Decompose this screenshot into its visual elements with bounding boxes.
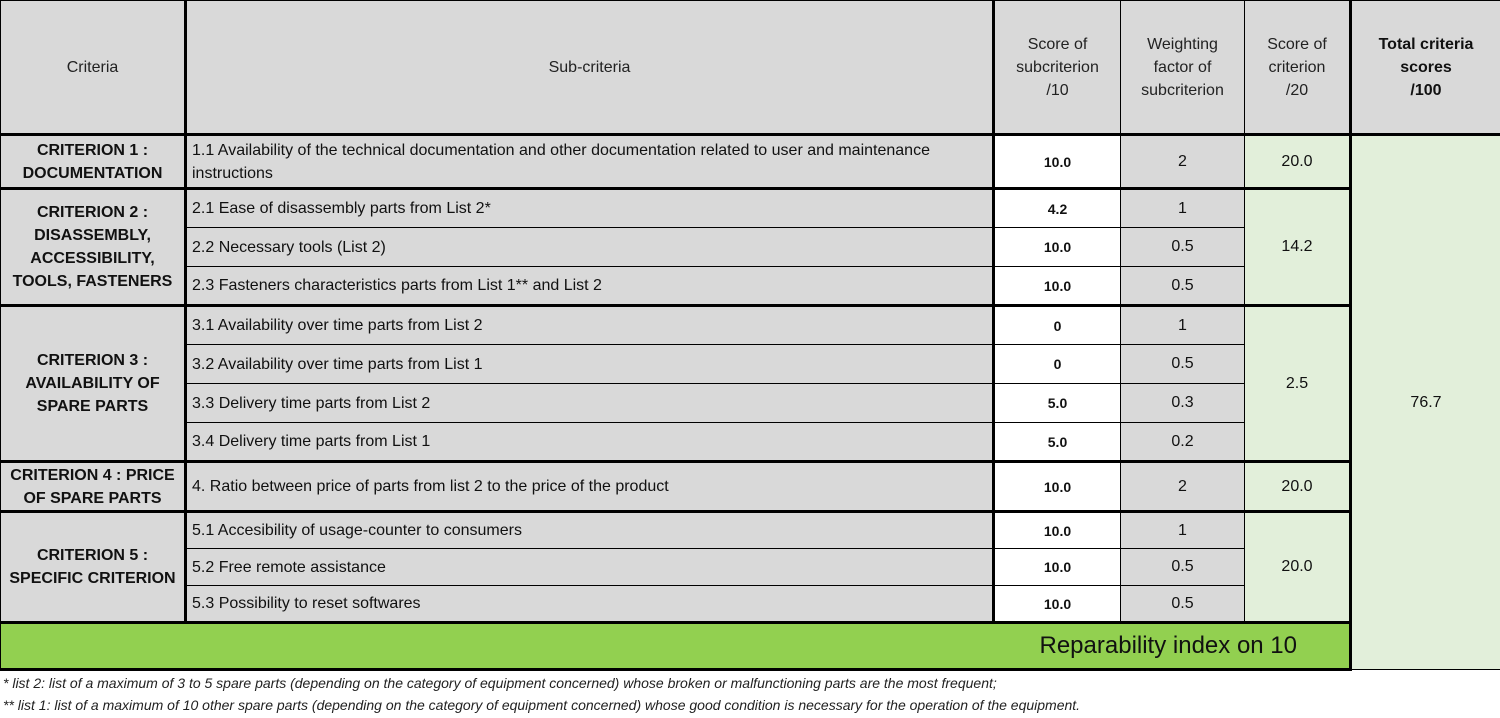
- weighting-factor-header: Weighting factor of subcriterion: [1121, 1, 1245, 135]
- subcriterion-score: 5.0: [994, 423, 1121, 462]
- subcriterion-text: 3.2 Availability over time parts from List 1: [186, 345, 994, 384]
- table-row: [1, 189, 1500, 228]
- total-scores-header: Total criteria scores /100: [1351, 1, 1500, 135]
- subcriterion-score: 4.2: [994, 189, 1121, 228]
- table-row: [1, 512, 1500, 549]
- reparability-index-label: Reparability index on 10: [1, 623, 1351, 670]
- table-row: [1, 462, 1500, 512]
- subcriterion-weight: 0.5: [1121, 549, 1245, 586]
- subcriterion-score: 10.0: [994, 267, 1121, 306]
- subcriterion-weight: 2: [1121, 462, 1245, 512]
- criterion-1-label: CRITERION 1 : DOCUMENTATION: [1, 135, 186, 189]
- subcriterion-weight: 0.5: [1121, 267, 1245, 306]
- criterion-2-score: 14.2: [1245, 189, 1351, 306]
- subcriterion-text: 5.1 Accesibility of usage-counter to consumers: [186, 512, 994, 549]
- subcriterion-text: 5.2 Free remote assistance: [186, 549, 994, 586]
- criterion-1-score: 20.0: [1245, 135, 1351, 189]
- subcriterion-weight: 0.3: [1121, 384, 1245, 423]
- criterion-4-label: CRITERION 4 : PRICE OF SPARE PARTS: [1, 462, 186, 512]
- total-criteria-score: 76.7: [1351, 135, 1500, 670]
- subcriterion-text: 1.1 Availability of the technical documentation and other documentation related to user and maintenance instructions: [186, 135, 994, 189]
- criteria-header: Criteria: [1, 1, 186, 135]
- header-row: [1, 1, 1500, 135]
- subcriterion-score: 0: [994, 345, 1121, 384]
- subcriterion-weight: 2: [1121, 135, 1245, 189]
- subcriterion-score: 10.0: [994, 228, 1121, 267]
- subcriterion-score: 0: [994, 306, 1121, 345]
- subcriterion-text: 2.2 Necessary tools (List 2): [186, 228, 994, 267]
- subcriterion-score: 10.0: [994, 512, 1121, 549]
- subcriterion-score: 10.0: [994, 135, 1121, 189]
- reparability-index-row: [1, 623, 1500, 670]
- subcriterion-weight: 1: [1121, 512, 1245, 549]
- score-subcriterion-header: Score of subcriterion /10: [994, 1, 1121, 135]
- table-row: [1, 135, 1500, 189]
- subcriterion-score: 5.0: [994, 384, 1121, 423]
- subcriterion-weight: 0.2: [1121, 423, 1245, 462]
- criterion-3-label: CRITERION 3 : AVAILABILITY OF SPARE PARTS: [1, 306, 186, 462]
- criterion-4-score: 20.0: [1245, 462, 1351, 512]
- criterion-2-label: CRITERION 2 : DISASSEMBLY, ACCESSIBILITY, TOOLS, FASTENERS: [1, 189, 186, 306]
- subcriterion-text: 2.1 Ease of disassembly parts from List 2*: [186, 189, 994, 228]
- footnote-list-1: ** list 1: list of a maximum of 10 other spare parts (depending on the category of equipment concerned) whose good condition is necessary for the operation of the equipment.: [3, 697, 1081, 713]
- subcriterion-text: 3.1 Availability over time parts from List 2: [186, 306, 994, 345]
- footnote-list-2: * list 2: list of a maximum of 3 to 5 spare parts (depending on the category of equipment concerned) whose broken or malfunctioning parts are the most frequent;: [3, 675, 997, 691]
- subcriterion-text: 5.3 Possibility to reset softwares: [186, 586, 994, 623]
- subcriterion-score: 10.0: [994, 586, 1121, 623]
- table-row: [1, 306, 1500, 345]
- subcriterion-weight: 0.5: [1121, 586, 1245, 623]
- subcriterion-text: 3.4 Delivery time parts from List 1: [186, 423, 994, 462]
- subcriterion-weight: 1: [1121, 189, 1245, 228]
- subcriterion-text: 3.3 Delivery time parts from List 2: [186, 384, 994, 423]
- subcriterion-score: 10.0: [994, 462, 1121, 512]
- subcriterion-score: 10.0: [994, 549, 1121, 586]
- subcriterion-weight: 0.5: [1121, 345, 1245, 384]
- criterion-3-score: 2.5: [1245, 306, 1351, 462]
- subcriterion-text: 2.3 Fasteners characteristics parts from List 1** and List 2: [186, 267, 994, 306]
- footnotes: [3, 672, 1080, 716]
- sub-criteria-header: Sub-criteria: [186, 1, 994, 135]
- subcriterion-weight: 0.5: [1121, 228, 1245, 267]
- subcriterion-text: 4. Ratio between price of parts from list 2 to the price of the product: [186, 462, 994, 512]
- subcriterion-weight: 1: [1121, 306, 1245, 345]
- criterion-5-score: 20.0: [1245, 512, 1351, 623]
- criterion-5-label: CRITERION 5 : SPECIFIC CRITERION: [1, 512, 186, 623]
- score-criterion-header: Score of criterion /20: [1245, 1, 1351, 135]
